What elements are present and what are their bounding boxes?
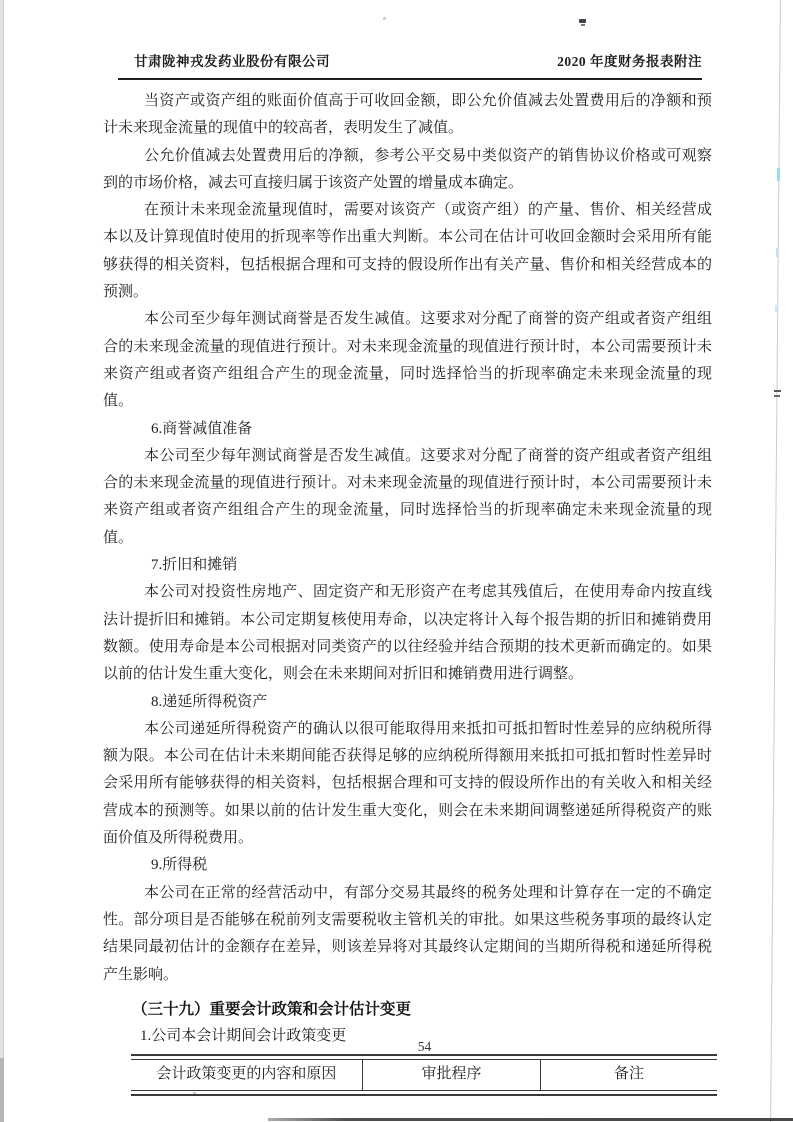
scan-speck	[776, 248, 778, 257]
paragraph: 当资产或资产组的账面价值高于可收回金额，即公允价值减去处置费用后的净额和预计未来现金流量的现值中的较高者，表明发生了减值。	[103, 93, 712, 137]
table-header-row	[131, 1059, 717, 1091]
scan-speck	[774, 390, 781, 392]
policy-change-table	[131, 1054, 717, 1096]
scan-edge-left-dark	[0, 1058, 4, 1122]
numbered-heading: 6.商誉减值准备	[151, 420, 253, 437]
paragraph: 本公司在正常的经营活动中，有部分交易其最终的税务处理和计算存在一定的不确定性。部分项目是否能够在税前列支需要税收主管机关的审批。如果这些税务事项的最终认定结果同最初估计的金额存在差异，则该差异将对其最终认定期间的当期所得税和递延所得税产生影响。	[103, 884, 712, 983]
scan-speck	[383, 17, 386, 20]
table-header-cell-approval: 审批程序	[362, 1060, 540, 1090]
document-body	[103, 88, 712, 1096]
numbered-heading: 9.所得税	[151, 857, 208, 874]
scan-speck	[774, 395, 780, 397]
scan-line-right	[770, 0, 781, 1122]
table-header-cell-note: 备注	[540, 1060, 717, 1090]
scan-speck	[777, 168, 780, 181]
numbered-heading: 7.折旧和摊销	[151, 557, 238, 574]
section-heading: （三十九）重要会计政策和会计估计变更	[132, 1000, 412, 1018]
page-header	[118, 50, 702, 80]
scan-smudge-top	[579, 19, 586, 23]
paragraph: 公允价值减去处置费用后的净额，参考公平交易中类似资产的销售协议价格或可观察到的市场价格，减去可直接归属于该资产处置的增量成本确定。	[103, 147, 712, 191]
numbered-heading: 8.递延所得税资产	[151, 693, 268, 710]
company-name: 甘肃陇神戎发药业股份有限公司	[134, 54, 330, 69]
scan-smudge-top	[581, 24, 585, 26]
report-title: 2020 年度财务报表附注	[557, 54, 702, 69]
scan-speck	[775, 305, 777, 312]
table-header-cell-content-reason: 会计政策变更的内容和原因	[156, 1066, 337, 1083]
paragraph: 在预计未来现金流量现值时，需要对该资产（或资产组）的产量、售价、相关经营成本以及计算现值时使用的折现率等作出重大判断。本公司在估计可收回金额时会采用所有能够获得的相关资料，包括根据合理和可支持的假设所作出有关产量、售价和相关经营成本的预测。	[103, 202, 712, 301]
sub-heading: 1.公司本会计期间会计政策变更	[140, 1028, 347, 1045]
paragraph: 本公司递延所得税资产的确认以很可能取得用来抵扣可抵扣暂时性差异的应纳税所得额为限。本公司在估计未来期间能否获得足够的应纳税所得额用来抵扣可抵扣暂时性差异时会采用所有能够获得的相关资料，包括根据合理和可支持的假设所作出的有关收入和相关经营成本的预测等。如果以前的估计发生重大变化，则会在未来期间调整递延所得税资产的账面价值及所得税费用。	[103, 720, 712, 847]
paragraph: 本公司至少每年测试商誉是否发生减值。这要求对分配了商誉的资产组或者资产组组合的未来现金流量的现值进行预计。对未来现金流量的现值进行预计时，本公司需要预计未来资产组或者资产组组合产生的现金流量，同时选择恰当的折现率确定未来现金流量的现值。	[103, 447, 712, 546]
scan-edge-bottom	[268, 1118, 793, 1121]
scan-edge-left	[0, 0, 4, 1122]
paragraph: 本公司至少每年测试商誉是否发生减值。这要求对分配了商誉的资产组或者资产组组合的未来现金流量的现值进行预计。对未来现金流量的现值进行预计时，本公司需要预计未来资产组或者资产组组合产生的现金流量，同时选择恰当的折现率确定未来现金流量的现值。	[103, 311, 712, 410]
paragraph: 本公司对投资性房地产、固定资产和无形资产在考虑其残值后，在使用寿命内按直线法计提折旧和摊销。本公司定期复核使用寿命，以决定将计入每个报告期的折旧和摊销费用数额。使用寿命是本公司根据对同类资产的以往经验并结合预期的技术更新而确定的。如果以前的估计发生重大变化，则会在未来期间对折旧和摊销费用进行调整。	[103, 584, 712, 683]
page-number: 54	[417, 1039, 432, 1054]
